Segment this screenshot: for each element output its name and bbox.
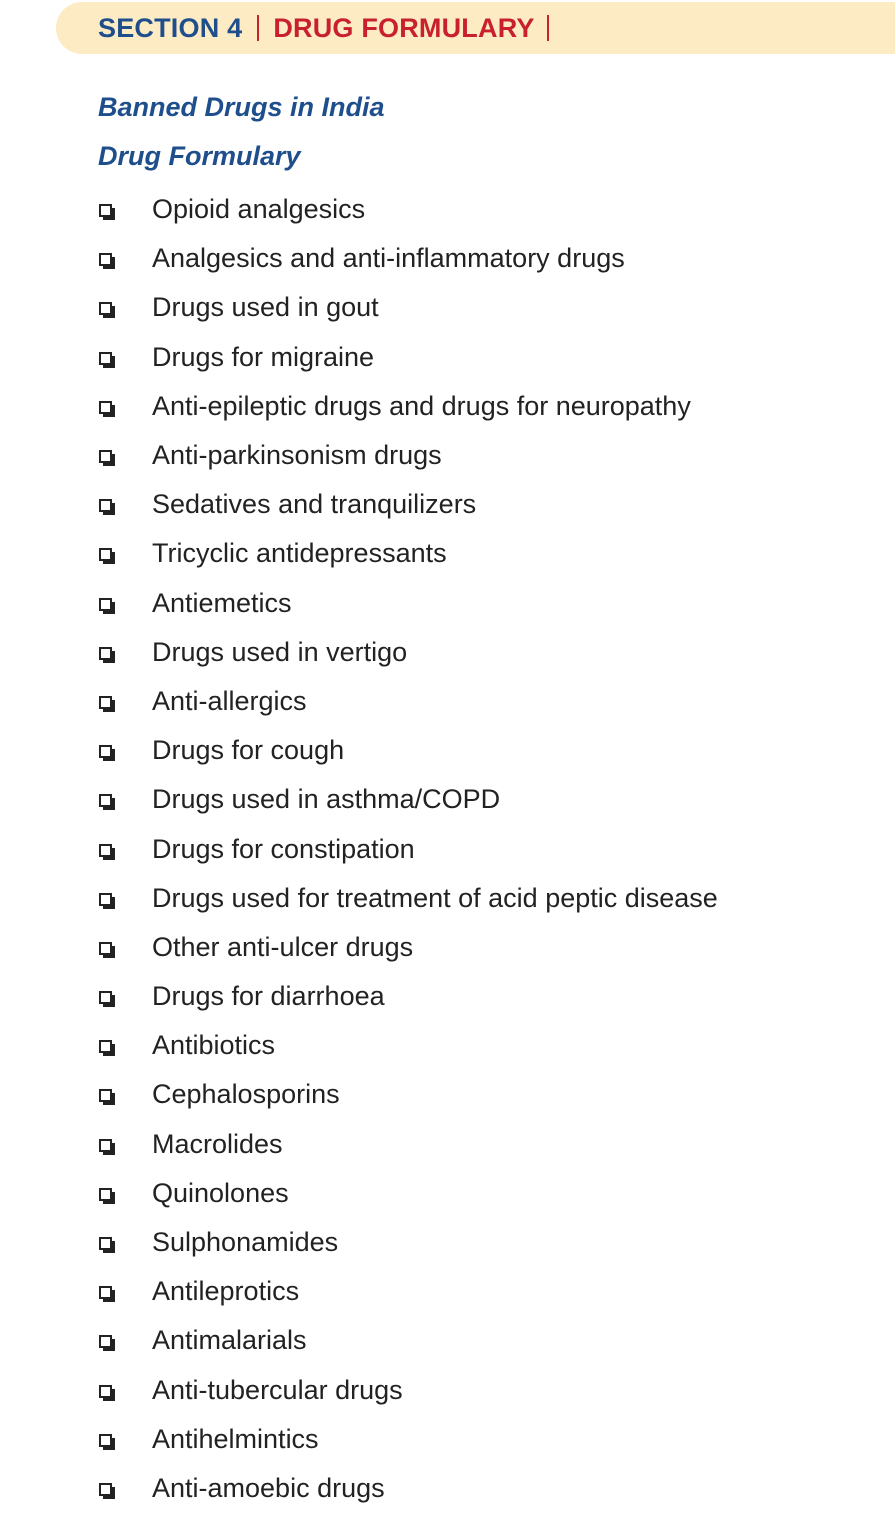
subheading-banned-drugs[interactable]: Banned Drugs in India (98, 92, 385, 122)
list-item-label: Anti-allergics (152, 685, 307, 716)
list-item[interactable] (98, 283, 718, 332)
list-item[interactable] (98, 1120, 718, 1169)
checkbox-square-icon (99, 991, 112, 1004)
header-divider (257, 15, 259, 41)
list-item[interactable] (98, 579, 718, 628)
list-item[interactable] (98, 333, 718, 382)
list-item[interactable] (98, 628, 718, 677)
list-item[interactable] (98, 1415, 718, 1464)
list-item[interactable] (98, 1169, 718, 1218)
checkbox-square-icon (99, 1139, 112, 1152)
section-number: SECTION 4 (98, 12, 243, 43)
list-item-label: Sulphonamides (152, 1227, 339, 1258)
checkbox-square-icon (99, 302, 112, 315)
list-item[interactable] (98, 874, 718, 923)
checkbox-square-icon (99, 1188, 112, 1201)
checkbox-square-icon (99, 499, 112, 512)
checkbox-square-icon (99, 1385, 112, 1398)
list-item-label: Drugs for migraine (152, 341, 375, 372)
checkbox-square-icon (99, 1483, 112, 1496)
list-item-label: Drugs used in asthma/COPD (152, 784, 501, 815)
list-item-label: Anti-parkinsonism drugs (152, 440, 442, 471)
checkbox-square-icon (99, 942, 112, 955)
list-item-label: Anti-epileptic drugs and drugs for neuropathy (152, 390, 691, 421)
header-divider-end (547, 15, 549, 41)
list-item-label: Drugs for cough (152, 735, 345, 766)
checkbox-square-icon (99, 598, 112, 611)
checkbox-square-icon (99, 844, 112, 857)
list-item[interactable] (98, 1021, 718, 1070)
list-item-label: Macrolides (152, 1128, 283, 1159)
checkbox-square-icon (99, 450, 112, 463)
checkbox-square-icon (99, 401, 112, 414)
checkbox-square-icon (99, 1089, 112, 1102)
list-item-label: Drugs used in vertigo (152, 636, 408, 667)
checkbox-square-icon (99, 745, 112, 758)
checkbox-square-icon (99, 647, 112, 660)
list-item[interactable] (98, 1267, 718, 1316)
section-title: DRUG FORMULARY (273, 12, 535, 43)
list-item[interactable] (98, 775, 718, 824)
checkbox-square-icon (99, 1040, 112, 1053)
checkbox-square-icon (99, 696, 112, 709)
list-item-label: Drugs used in gout (152, 292, 379, 323)
list-item-label: Tricyclic antidepressants (152, 538, 447, 569)
list-item[interactable] (98, 382, 718, 431)
checkbox-square-icon (99, 352, 112, 365)
checkbox-square-icon (99, 204, 112, 217)
list-item-label: Analgesics and anti-inflammatory drugs (152, 243, 625, 274)
list-item-label: Anti-tubercular drugs (152, 1374, 403, 1405)
list-item-label: Quinolones (152, 1177, 289, 1208)
list-item-label: Antiemetics (152, 587, 292, 618)
checkbox-square-icon (99, 548, 112, 561)
list-item[interactable] (98, 972, 718, 1021)
list-item[interactable] (98, 677, 718, 726)
list-item[interactable] (98, 1366, 718, 1415)
list-item[interactable] (98, 480, 718, 529)
checkbox-square-icon (99, 1434, 112, 1447)
list-item-label: Cephalosporins (152, 1079, 340, 1110)
list-item[interactable] (98, 431, 718, 480)
list-item[interactable] (98, 1070, 718, 1119)
formulary-list (98, 185, 718, 1513)
list-item[interactable] (98, 234, 718, 283)
list-item-label: Antimalarials (152, 1325, 307, 1356)
checkbox-square-icon (99, 1237, 112, 1250)
list-item-label: Antibiotics (152, 1030, 276, 1061)
list-item-label: Opioid analgesics (152, 194, 366, 225)
checkbox-square-icon (99, 1335, 112, 1348)
list-item-label: Drugs for diarrhoea (152, 981, 385, 1012)
list-item-label: Other anti-ulcer drugs (152, 931, 414, 962)
list-item[interactable] (98, 529, 718, 578)
list-item[interactable] (98, 1316, 718, 1365)
list-item-label: Anti-amoebic drugs (152, 1472, 385, 1503)
checkbox-square-icon (99, 794, 112, 807)
checkbox-square-icon (99, 1286, 112, 1299)
subheading-drug-formulary[interactable]: Drug Formulary (98, 141, 301, 171)
section-header (98, 10, 549, 46)
checkbox-square-icon (99, 253, 112, 266)
list-item-label: Drugs used for treatment of acid peptic disease (152, 882, 718, 913)
list-item[interactable] (98, 726, 718, 775)
list-item-label: Antileprotics (152, 1276, 300, 1307)
list-item[interactable] (98, 824, 718, 873)
list-item[interactable] (98, 923, 718, 972)
list-item-label: Sedatives and tranquilizers (152, 489, 477, 520)
list-item[interactable] (98, 1218, 718, 1267)
list-item[interactable] (98, 185, 718, 234)
checkbox-square-icon (99, 893, 112, 906)
list-item-label: Drugs for constipation (152, 833, 415, 864)
list-item[interactable] (98, 1464, 718, 1513)
list-item-label: Antihelmintics (152, 1423, 319, 1454)
